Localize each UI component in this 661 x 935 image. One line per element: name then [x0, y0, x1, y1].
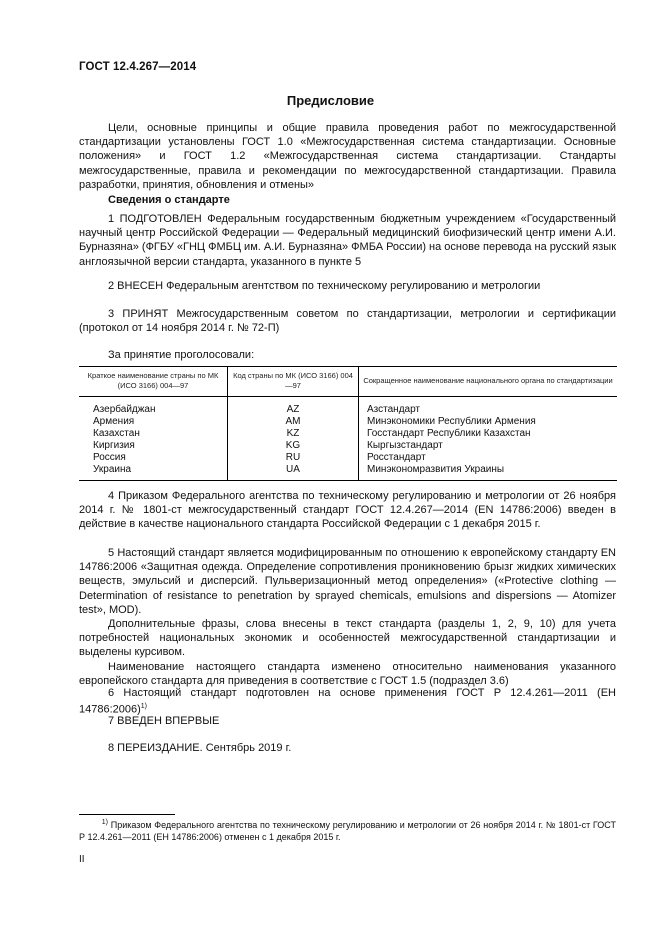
voting-countries-table — [79, 366, 617, 481]
table-header-row — [79, 367, 617, 397]
organization-cell: Минэкономики Республики Армения — [359, 416, 618, 428]
footnote — [79, 817, 616, 843]
footnote-divider — [79, 814, 175, 815]
item-8-text: 8 ПЕРЕИЗДАНИЕ. Сентябрь 2019 г. — [108, 742, 292, 754]
table-row — [79, 452, 617, 464]
footnote-marker: 1) — [101, 819, 108, 826]
standard-code-header: ГОСТ 12.4.267—2014 — [79, 61, 197, 73]
intro-text: Цели, основные принципы и общие правила проведения работ по межгосударственной стандартизации установлены ГОСТ 1.0 «Межгосударственная система стандартизации. Основные положения» и ГОСТ 1.2 «Межгосударственная система стандартизации. Стандарты межгосударственные, правила и рекомендации по межгосударственной стандартизации. Правила разработки, принятия, обновления и отмены» — [79, 122, 616, 191]
country-cell: Россия — [93, 452, 126, 463]
code-cell: AM — [228, 416, 359, 428]
footnote-text: Приказом Федерального агентства по техническому регулированию и метрологии от 26 ноября 2014 г. № 1801-ст ГОСТ Р 12.4.261—2011 (ЕН 14786:2006) отменен с 1 декабря 2015 г. — [79, 820, 616, 842]
table-row — [79, 428, 617, 440]
item-3-text: 3 ПРИНЯТ Межгосударственным советом по стандартизации, метрологии и сертификации (протокол от 14 ноября 2014 г. № 72-П) — [79, 308, 616, 335]
table-row — [79, 416, 617, 428]
code-cell: AZ — [228, 397, 359, 417]
item-5-extra-2: Наименование настоящего стандарта изменено относительно наименования указанного европейского стандарта для приведения в соответствие с ГОСТ 1.5 (подраздел 3.6) — [79, 660, 616, 687]
item-5-extra-1: Дополнительные фразы, слова внесены в текст стандарта (разделы 1, 2, 9, 10) для учета потребностей национальных экономик и особенностей межгосударственной стандартизации и выделены курсивом. — [79, 618, 616, 659]
item-7 — [79, 714, 616, 728]
code-cell: KZ — [228, 428, 359, 440]
item-5 — [79, 546, 616, 688]
organization-cell: Росстандарт — [359, 452, 618, 464]
country-cell: Киргизия — [93, 440, 135, 451]
voted-label — [79, 348, 616, 362]
voted-label-text: За принятие проголосовали: — [108, 349, 255, 361]
item-6 — [79, 686, 616, 717]
organization-cell: Кыргызстандарт — [359, 440, 618, 452]
item-5-text: 5 Настоящий стандарт является модифицированным по отношению к европейскому стандарту EN 14786:2006 «Защитная одежда. Определение сопротивления проникновению брызг жидких химических веществ, эмульсий и дисперсий. Пульверизационный метод определения» («Protective clothing — Determination of resistance to penetration by sprayed chemicals, emulsions and dispersions — Atomizer test», MOD). — [79, 547, 616, 616]
item-2 — [79, 279, 616, 293]
header-country: Краткое наименование страны по МК (ИСО 3166) 004—97 — [79, 367, 228, 397]
table-row — [79, 464, 617, 481]
item-1 — [79, 212, 616, 269]
table-row — [79, 397, 617, 417]
item-6-text: 6 Настоящий стандарт подготовлен на основе применения ГОСТ Р 12.4.261—2011 (ЕН 14786:2006) — [79, 687, 616, 716]
footnote-marker-wrap — [79, 817, 108, 831]
country-cell: Украина — [79, 464, 228, 481]
table-row — [79, 440, 617, 452]
item-4 — [79, 489, 616, 532]
organization-cell: Госстандарт Республики Казахстан — [359, 428, 618, 440]
country-cell: Армения — [93, 416, 135, 427]
item-4-text: 4 Приказом Федерального агентства по техническому регулированию и метрологии от 26 ноября 2014 г. № 1801-ст межгосударственный стандарт ГОСТ 12.4.267—2014 (EN 14786:2006) введен в действие в качестве национального стандарта Российской Федерации с 1 декабря 2015 г. — [79, 490, 616, 531]
item-3 — [79, 307, 616, 335]
intro-paragraph — [79, 121, 616, 192]
header-code: Код страны по МК (ИСО 3166) 004—97 — [228, 367, 359, 397]
footnote-reference: 1) — [140, 703, 148, 711]
item-1-text: 1 ПОДГОТОВЛЕН Федеральным государственным бюджетным учреждением «Государственный научный центр Российской Федерации — Федеральный медицинский биофизический центр имени А.И. Бурназяна» (ФГБУ «ГНЦ ФМБЦ им. А.И. Бурназяна» ФМБА России) на основе перевода на русский язык англоязычной версии стандарта, указанного в пункте 5 — [79, 213, 617, 268]
code-cell: UA — [228, 464, 359, 481]
header-organization: Сокращенное наименование национального органа по стандартизации — [359, 367, 618, 397]
code-cell: KG — [228, 440, 359, 452]
organization-cell: Азстандарт — [359, 397, 618, 417]
page-number: II — [79, 854, 85, 865]
code-cell: RU — [228, 452, 359, 464]
country-cell: Азербайджан — [93, 404, 156, 415]
section-title: Сведения о стандарте — [108, 194, 230, 206]
country-cell: Казахстан — [93, 428, 140, 439]
item-8 — [79, 741, 616, 755]
item-2-text: 2 ВНЕСЕН Федеральным агентством по техническому регулированию и метрологии — [108, 280, 541, 292]
organization-cell: Минэкономразвития Украины — [359, 464, 618, 481]
item-7-text: 7 ВВЕДЕН ВПЕРВЫЕ — [108, 715, 220, 727]
page-title: Предисловие — [286, 93, 375, 108]
item-6-paragraph — [79, 686, 616, 717]
